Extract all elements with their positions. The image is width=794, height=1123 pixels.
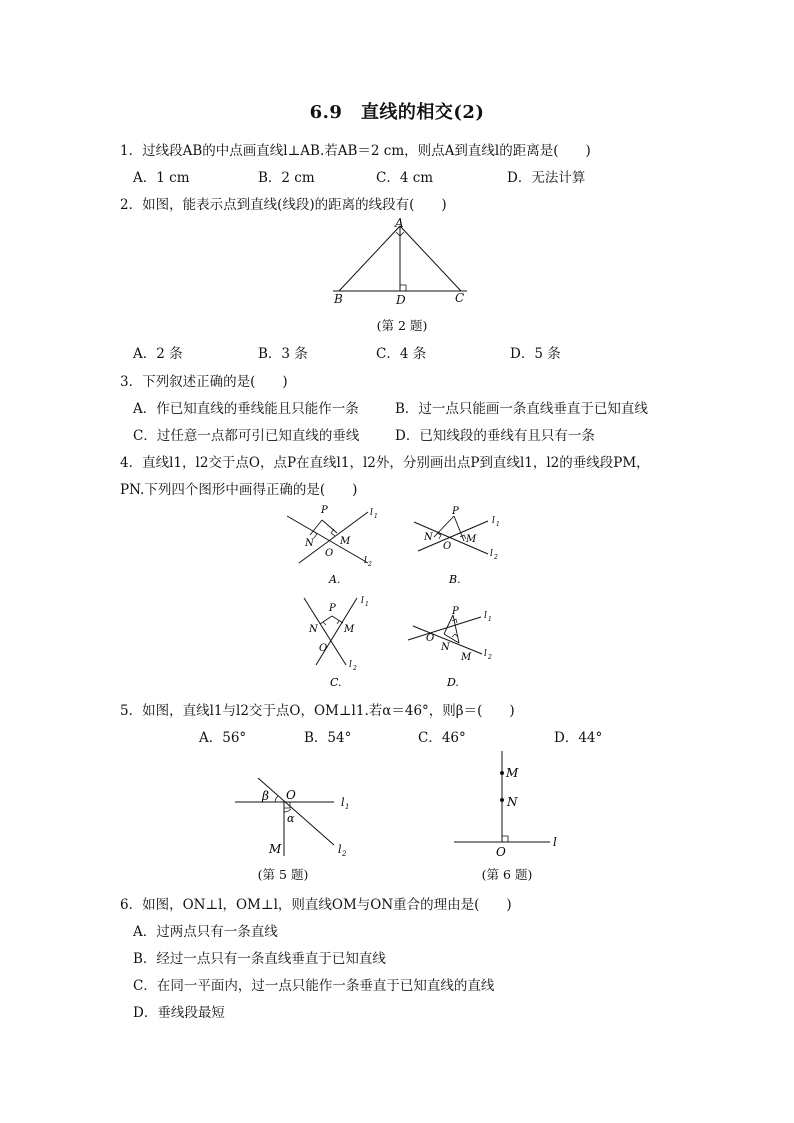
q2-stem: 2．如图，能表示点到直线(线段)的距离的线段有( ) [120,197,447,213]
q2-label-b: B [334,292,343,306]
q2-option-a: A．2 条 [133,346,183,362]
q2-label-d: D [396,293,406,307]
svg-text:2: 2 [342,850,347,858]
svg-text:l: l [361,596,364,606]
svg-text:l: l [341,796,345,809]
svg-text:M: M [506,766,519,780]
svg-text:l: l [484,611,487,621]
q6-option-b: B．经过一点只有一条直线垂直于已知直线 [133,951,386,967]
svg-text:O: O [443,541,452,552]
q1-option-c: C．4 cm [376,170,434,186]
q2-option-d: D．5 条 [510,346,561,362]
q1-option-d: D．无法计算 [507,170,586,186]
svg-text:M: M [466,534,477,545]
q5-caption: (第 5 题) [257,867,309,882]
q5-option-d: D．44° [554,730,603,746]
q3-option-d: D．已知线段的垂线有且只有一条 [395,428,595,444]
svg-text:M: M [344,624,355,635]
q6-stem: 6．如图，ON⊥l，OM⊥l，则直线OM与ON重合的理由是( ) [120,897,512,913]
svg-text:D.: D. [447,676,459,689]
svg-text:O: O [286,788,296,802]
svg-text:l: l [349,660,352,670]
q5-option-b: B．54° [304,730,352,746]
svg-text:O: O [426,633,435,644]
svg-text:P: P [329,603,336,614]
svg-text:2: 2 [488,654,492,661]
svg-text:N: N [309,624,318,635]
q1-option-b: B．2 cm [258,170,315,186]
q2-label-a: A [395,216,404,230]
svg-text:N: N [424,532,433,543]
svg-text:l: l [492,516,495,526]
q4-stem-line1: 4．直线l1，l2交于点O，点P在直线l1，l2外，分别画出点P到直线l1，l2的垂线段PM， [120,455,650,471]
svg-text:1: 1 [345,803,350,811]
svg-text:O: O [325,548,334,559]
svg-text:1: 1 [365,601,369,608]
q5-beta-label: β [262,789,269,803]
svg-text:l: l [484,649,487,659]
svg-text:l: l [338,843,342,856]
q3-option-c: C．过任意一点都可引已知直线的垂线 [133,428,360,444]
svg-text:2: 2 [368,561,372,568]
svg-text:A.: A. [329,573,341,586]
svg-text:2: 2 [494,554,498,561]
q1-stem: 1．过线段AB的中点画直线l⊥AB.若AB＝2 cm，则点A到直线l的距离是( ) [120,143,591,159]
svg-text:1: 1 [374,513,378,520]
svg-text:l: l [553,835,557,849]
svg-text:N: N [441,642,450,653]
q2-label-c: C [455,291,465,305]
q4-stem-line2: PN.下列四个图形中画得正确的是( ) [120,482,358,498]
svg-text:2: 2 [353,665,357,672]
q2-option-c: C．4 条 [376,346,427,362]
q2-caption: (第 2 题) [376,318,428,333]
svg-text:C.: C. [330,676,342,689]
q1-option-a: A．1 cm [133,170,190,186]
svg-text:1: 1 [496,521,500,528]
q3-stem: 3．下列叙述正确的是( ) [120,374,288,390]
svg-text:O: O [496,845,506,859]
svg-text:N: N [507,795,518,809]
q6-option-c: C．在同一平面内，过一点只能作一条垂直于已知直线的直线 [133,978,495,994]
svg-text:M: M [269,842,282,856]
q6-option-d: D．垂线段最短 [133,1005,225,1021]
svg-text:P: P [452,506,459,517]
svg-text:l: l [364,556,367,566]
q6-option-a: A．过两点只有一条直线 [133,924,278,940]
q5-stem: 5．如图，直线l1与l2交于点O，OM⊥l1.若α＝46°，则β＝( ) [120,703,515,719]
svg-text:l: l [490,549,493,559]
q6-caption: (第 6 题) [481,867,533,882]
svg-text:O: O [319,643,328,654]
q3-option-b: B．过一点只能画一条直线垂直于已知直线 [395,401,648,417]
svg-text:α: α [287,812,295,825]
svg-text:l: l [370,508,373,518]
svg-text:B.: B. [449,573,461,586]
page-title: 6.9 直线的相交(2) [309,102,485,123]
svg-text:P: P [452,606,459,617]
svg-text:M: M [461,652,472,663]
q5-option-c: C．46° [418,730,466,746]
svg-text:P: P [321,505,328,516]
svg-text:1: 1 [488,616,492,623]
svg-text:N: N [305,538,314,549]
q2-option-b: B．3 条 [258,346,308,362]
q5-option-a: A．56° [199,730,247,746]
svg-text:M: M [340,536,351,547]
q3-option-a: A．作已知直线的垂线能且只能作一条 [133,401,359,417]
